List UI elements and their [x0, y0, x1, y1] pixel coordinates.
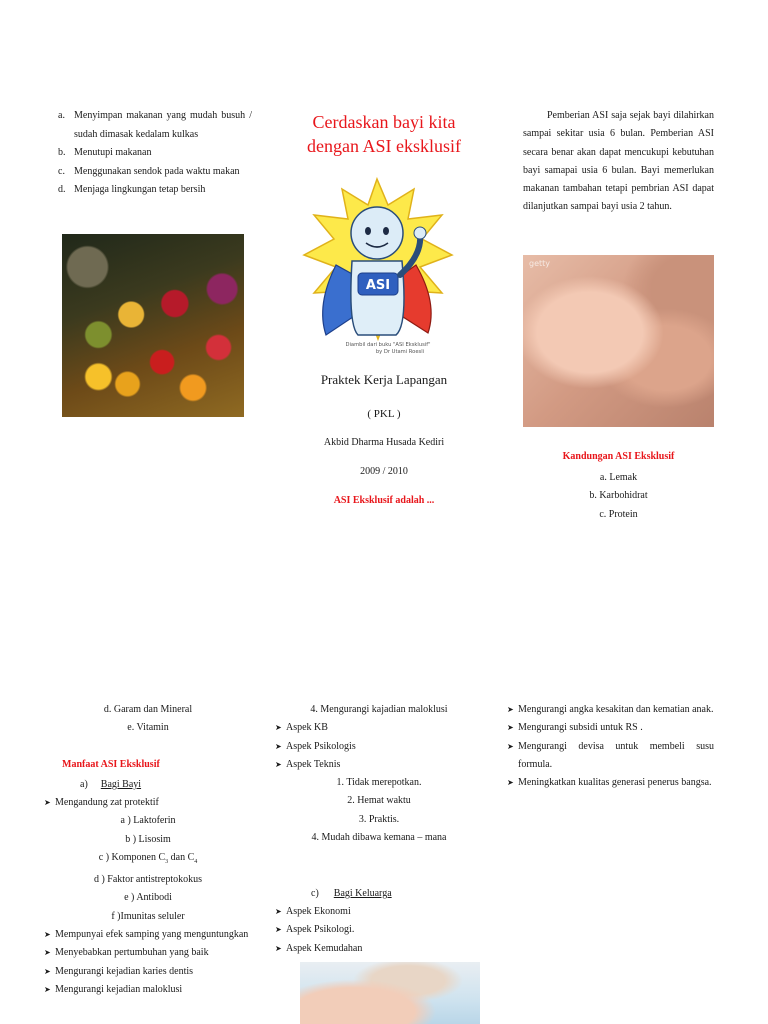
- baby-benefit-bullets: [44, 926, 252, 999]
- contents-list: [523, 469, 714, 524]
- arrow-bullet-icon: ➤: [275, 925, 282, 935]
- list-marker: d.: [58, 184, 66, 195]
- nation-benefit-section: [507, 701, 714, 792]
- list-item: d ) Faktor antistreptokokus: [93, 874, 203, 886]
- complement-sub-1: 3: [165, 858, 169, 865]
- arrow-bullet-icon: ➤: [507, 778, 514, 788]
- complement-text-b: dan C: [168, 851, 195, 863]
- list-text: Mengurangi angka kesakitan dan kematian anak.: [518, 704, 714, 715]
- cover-pkl: ( PKL ): [367, 408, 401, 420]
- list-marker: a.: [58, 110, 65, 121]
- continued-item: 4. Mengurangi kajadian maloklusi: [310, 704, 448, 715]
- family-subheading: [311, 885, 483, 903]
- list-item: [44, 944, 252, 962]
- list-item: f )Imunitas seluler: [111, 910, 185, 922]
- list-item: 4. Mudah dibawa kemana – mana: [311, 832, 447, 844]
- list-item: [44, 963, 252, 981]
- list-item: [507, 701, 714, 719]
- list-text: Mempunyai efek samping yang menguntungkan: [55, 929, 249, 941]
- mascot-caption-line1: Diambil dari buku "ASI Eksklusif": [345, 342, 431, 348]
- definition-heading: ASI Eksklusif adalah ...: [333, 495, 435, 506]
- list-text: Mengurangi kejadian maloklusi: [55, 983, 183, 995]
- complement-text-a: c ) Komponen C: [98, 851, 166, 863]
- protective-items: [44, 812, 252, 849]
- arrow-bullet-icon: ➤: [275, 759, 282, 769]
- contents-list-continued: [44, 701, 252, 738]
- arrow-bullet-icon: ➤: [44, 798, 51, 807]
- list-text: Menggunakan sendok pada waktu makan: [74, 165, 240, 177]
- list-item: e ) Antibodi: [124, 892, 172, 904]
- list-text: Aspek KB: [286, 722, 328, 734]
- list-item: [275, 940, 483, 958]
- list-text: Mengurangi subsidi untuk RS .: [518, 722, 643, 734]
- list-item: b ) Lisosim: [125, 833, 171, 845]
- list-item: [44, 926, 252, 944]
- aspect-list: [275, 719, 483, 774]
- mascot-caption-line2: by Dr Utami Roesli: [375, 349, 425, 355]
- baby-subheading-label: Bagi Bayi: [100, 779, 142, 790]
- baby-subheading: [80, 776, 252, 794]
- benefit-heading: Manfaat ASI Eksklusif: [62, 759, 160, 770]
- list-text: Aspek Psikologis: [286, 740, 356, 752]
- arrow-bullet-icon: ➤: [44, 966, 51, 976]
- list-item: d. Garam dan Mineral: [103, 704, 193, 715]
- arrow-bullet-icon: ➤: [44, 984, 51, 994]
- list-text: Mengurangi devisa untuk membeli susu formula.: [518, 740, 714, 770]
- cover-title: Cerdaskan bayi kita dengan ASI eksklusif: [307, 112, 461, 156]
- mascot-badge-text: ASI: [365, 278, 391, 293]
- list-item: [507, 719, 714, 737]
- list-item: a. Lemak: [599, 472, 638, 483]
- list-item: [275, 921, 483, 939]
- arrow-bullet-icon: ➤: [507, 723, 514, 733]
- fruit-basket-photo: [62, 234, 244, 417]
- list-item: [58, 163, 252, 182]
- list-text: Menyebabkan pertumbuhan yang baik: [55, 947, 209, 959]
- list-marker: b.: [58, 147, 66, 158]
- cover-year: 2009 / 2010: [360, 466, 408, 477]
- list-item: a ) Laktoferin: [120, 815, 176, 827]
- list-item: [275, 719, 483, 737]
- list-item: c. Protein: [599, 508, 638, 520]
- complement-sub-2: 4: [194, 858, 198, 865]
- arrow-bullet-icon: ➤: [275, 907, 282, 916]
- list-item: [58, 181, 252, 200]
- list-text: Aspek Ekonomi: [286, 906, 351, 917]
- family-subheading-label: Bagi Keluarga: [333, 888, 392, 899]
- contents-heading: Kandungan ASI Eksklusif: [562, 451, 675, 462]
- technical-points: [275, 774, 483, 847]
- family-aspect-list: [275, 903, 483, 958]
- arrow-bullet-icon: ➤: [275, 741, 282, 751]
- list-item: [275, 756, 483, 774]
- list-text: Mengurangi kejadian karies dentis: [55, 965, 194, 977]
- list-item: [507, 774, 714, 792]
- breastfeeding-photo: [523, 255, 714, 427]
- list-item: [275, 738, 483, 756]
- intro-paragraph: Pemberian ASI saja sejak bayi dilahirkan sampai sekitar usia 6 bulan. Pemberian ASI secara benar akan dapat mencukupi kebutuhan bayi samapai usia 6 bulan. Bayi memerlukan makanan tambahan tetapi pembrian ASI dapat dilanjutkan sampai bayi usia 2 tahun.: [523, 110, 714, 213]
- list-item: [44, 794, 252, 812]
- list-text: Meningkatkan kualitas generasi penerus bangsa.: [518, 777, 712, 789]
- list-text: Aspek Teknis: [286, 758, 341, 770]
- protective-text: Mengandung zat protektif: [55, 797, 159, 808]
- list-item: 1. Tidak merepotkan.: [336, 777, 422, 789]
- protective-section: [44, 794, 252, 999]
- family-subheading-marker: c): [311, 888, 319, 899]
- photo-watermark: getty: [529, 259, 551, 268]
- list-marker: c.: [58, 165, 65, 177]
- cover-subtitle: Praktek Kerja Lapangan: [320, 372, 448, 387]
- cover-institution: Akbid Dharma Husada Kediri: [323, 437, 445, 448]
- list-item: [275, 903, 483, 921]
- list-text: Menyimpan makanan yang mudah busuh / sudah dimasak kedalam kulkas: [74, 110, 252, 140]
- arrow-bullet-icon: ➤: [507, 705, 514, 714]
- list-item: b. Karbohidrat: [589, 490, 648, 502]
- nation-benefit-list: [507, 701, 714, 792]
- family-aspects-section: [275, 903, 483, 958]
- list-item: [44, 981, 252, 999]
- list-text: Aspek Kemudahan: [286, 942, 363, 954]
- arrow-bullet-icon: ➤: [44, 930, 51, 940]
- list-item: [507, 738, 714, 775]
- mother-benefit-section: [275, 701, 483, 847]
- baby-photo: [300, 962, 480, 1024]
- list-text: Menjaga lingkungan tetap bersih: [74, 184, 206, 195]
- list-text: Menutupi makanan: [74, 147, 152, 158]
- food-hygiene-section: [58, 107, 252, 200]
- arrow-bullet-icon: ➤: [507, 741, 514, 751]
- list-item: [58, 107, 252, 144]
- complement-item: [44, 849, 252, 871]
- list-item: 2. Hemat waktu: [347, 795, 411, 807]
- list-text: Aspek Psikologi.: [286, 924, 355, 936]
- list-item: e. Vitamin: [127, 722, 169, 734]
- arrow-bullet-icon: ➤: [44, 948, 51, 958]
- asi-mascot-icon: [296, 175, 458, 361]
- list-item: 3. Praktis.: [358, 813, 400, 825]
- arrow-bullet-icon: ➤: [275, 943, 282, 953]
- arrow-bullet-icon: ➤: [275, 723, 282, 733]
- food-hygiene-list: [58, 107, 252, 200]
- protective-items-2: [44, 871, 252, 926]
- baby-subheading-marker: a): [80, 779, 88, 790]
- asi-mascot-illustration: [296, 175, 458, 361]
- list-item: [58, 144, 252, 163]
